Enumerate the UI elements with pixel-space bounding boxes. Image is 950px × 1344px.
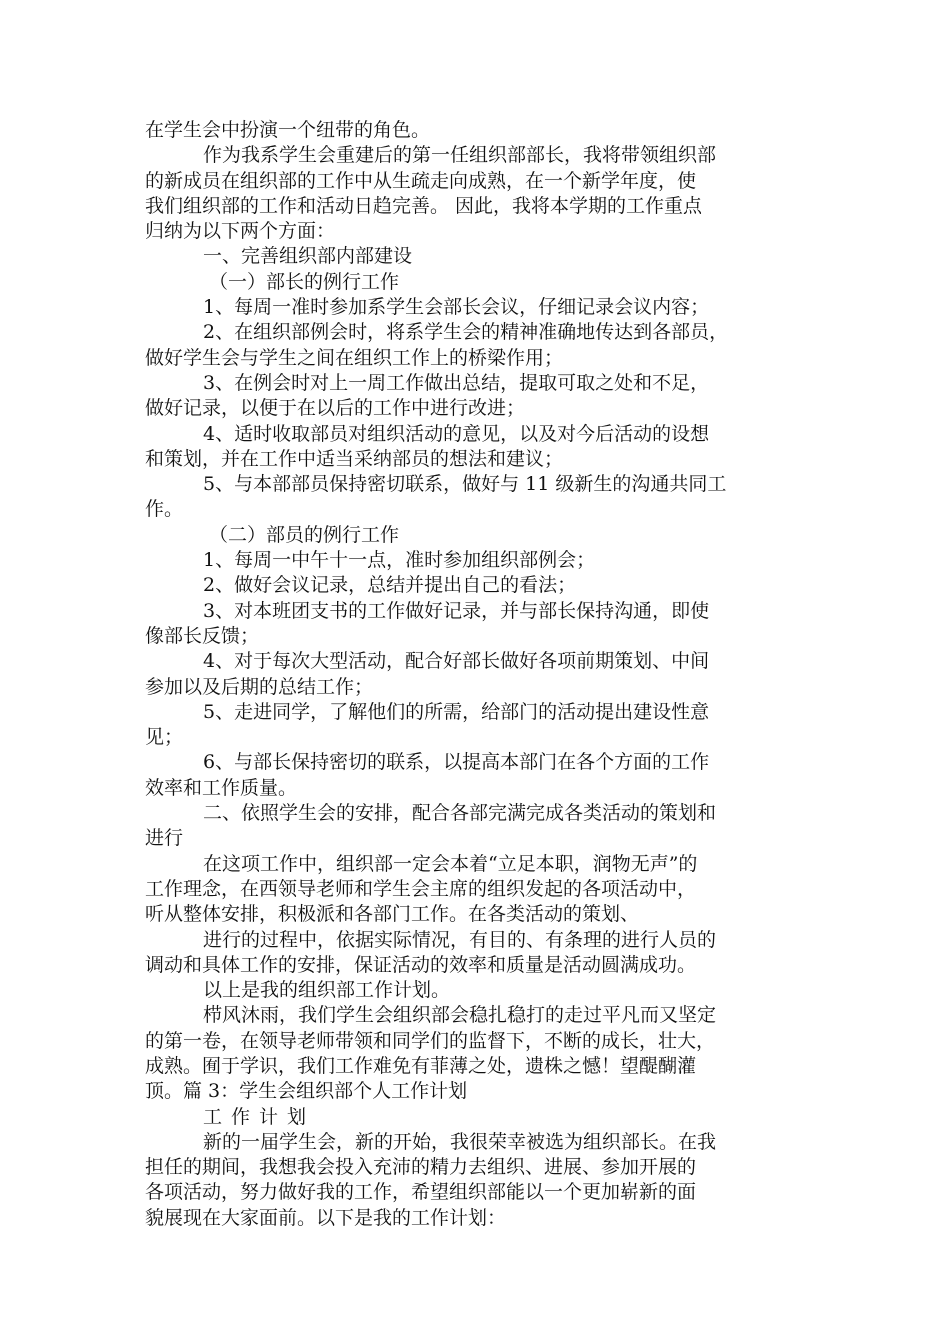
text-line: 参加以及后期的总结工作；: [145, 675, 374, 698]
text-line: 见；: [145, 726, 184, 749]
text-line: 栉风沐雨，我们学生会组织部会稳扎稳打的走过平凡而又坚定: [203, 1004, 717, 1027]
text-line: 效率和工作质量。: [145, 776, 298, 799]
text-line: 进行: [145, 827, 184, 850]
text-line: 成熟。囿于学识，我们工作难免有菲薄之处，遗株之憾！望醍醐灌: [145, 1054, 697, 1077]
text-line: 的第一卷，在领导老师带领和同学们的监督下，不断的成长，壮大，: [145, 1029, 716, 1052]
text-line: 在学生会中扮演一个纽带的角色。: [145, 119, 431, 141]
text-line: 调动和具体工作的安排，保证活动的效率和质量是活动圆满成功。: [145, 953, 697, 976]
text-line: 做好记录，以便于在以后的工作中进行改进；: [145, 397, 526, 420]
text-line: 4、适时收取部员对组织活动的意见，以及对今后活动的设想: [203, 422, 710, 445]
text-line: 二、依照学生会的安排，配合各部完满完成各类活动的策划和: [203, 802, 717, 825]
text-line: 作。: [145, 498, 184, 521]
text-line: 以上是我的组织部工作计划。: [203, 979, 451, 1002]
text-line: 一、完善组织部内部建设: [203, 245, 413, 268]
text-line: 1、每周一中午十一点，准时参加组织部例会；: [203, 549, 596, 572]
text-line: 4、对于每次大型活动，配合好部长做好各项前期策划、中间: [203, 650, 710, 673]
text-line: 作为我系学生会重建后的第一任组织部部长，我将带领组织部: [203, 144, 717, 167]
text-line: 和策划，并在工作中适当采纳部员的想法和建议；: [145, 447, 564, 470]
text-line: 我们组织部的工作和活动日趋完善。 因此，我将本学期的工作重点: [145, 194, 703, 217]
text-line: 归纳为以下两个方面：: [145, 220, 336, 243]
text-line: 听从整体安排，积极派和各部门工作。在各类活动的策划、: [145, 903, 640, 926]
text-line: （二）部员的例行工作: [209, 523, 400, 546]
text-line: 的新成员在组织部的工作中从生疏走向成熟，在一个新学年度，使: [145, 169, 697, 192]
text-line: 工作理念，在西领导老师和学生会主席的组织发起的各项活动中，: [145, 877, 697, 900]
text-line: 顶。篇 3：学生会组织部个人工作计划: [145, 1080, 468, 1103]
text-line: 5、与本部部员保持密切联系，做好与 11 级新生的沟通共同工: [203, 473, 727, 496]
document-body: [145, 118, 813, 1231]
text-line: 进行的过程中，依据实际情况，有目的、有条理的进行人员的: [203, 928, 717, 951]
text-line: 在这项工作中，组织部一定会本着“立足本职，润物无声”的: [203, 852, 698, 875]
text-line: 各项活动，努力做好我的工作，希望组织部能以一个更加崭新的面: [145, 1181, 697, 1204]
text-line: 新的一届学生会，新的开始，我很荣幸被选为组织部长。在我: [203, 1130, 717, 1153]
text-line: （一）部长的例行工作: [209, 270, 400, 293]
text-line: 2、在组织部例会时，将系学生会的精神准确地传达到各部员，: [203, 321, 729, 344]
text-line: 3、在例会时对上一周工作做出总结，提取可取之处和不足，: [203, 371, 710, 394]
text-line: 2、做好会议记录，总结并提出自己的看法；: [203, 574, 577, 597]
text-line: 像部长反馈；: [145, 624, 260, 647]
text-line: 做好学生会与学生之间在组织工作上的桥梁作用；: [145, 346, 564, 369]
text-line: 3、对本班团支书的工作做好记录，并与部长保持沟通，即使: [203, 599, 710, 622]
text-line: 貌展现在大家面前。以下是我的工作计划：: [145, 1206, 507, 1229]
text-line: 1、每周一准时参加系学生会部长会议，仔细记录会议内容；: [203, 296, 710, 319]
text-line: 5、走进同学，了解他们的所需，给部门的活动提出建设性意: [203, 700, 710, 723]
text-line: 担任的期间，我想我会投入充沛的精力去组织、进展、参加开展的: [145, 1156, 697, 1179]
text-line: 6、与部长保持密切的联系，以提高本部门在各个方面的工作: [203, 751, 710, 774]
text-line: 工作计划: [203, 1105, 316, 1128]
